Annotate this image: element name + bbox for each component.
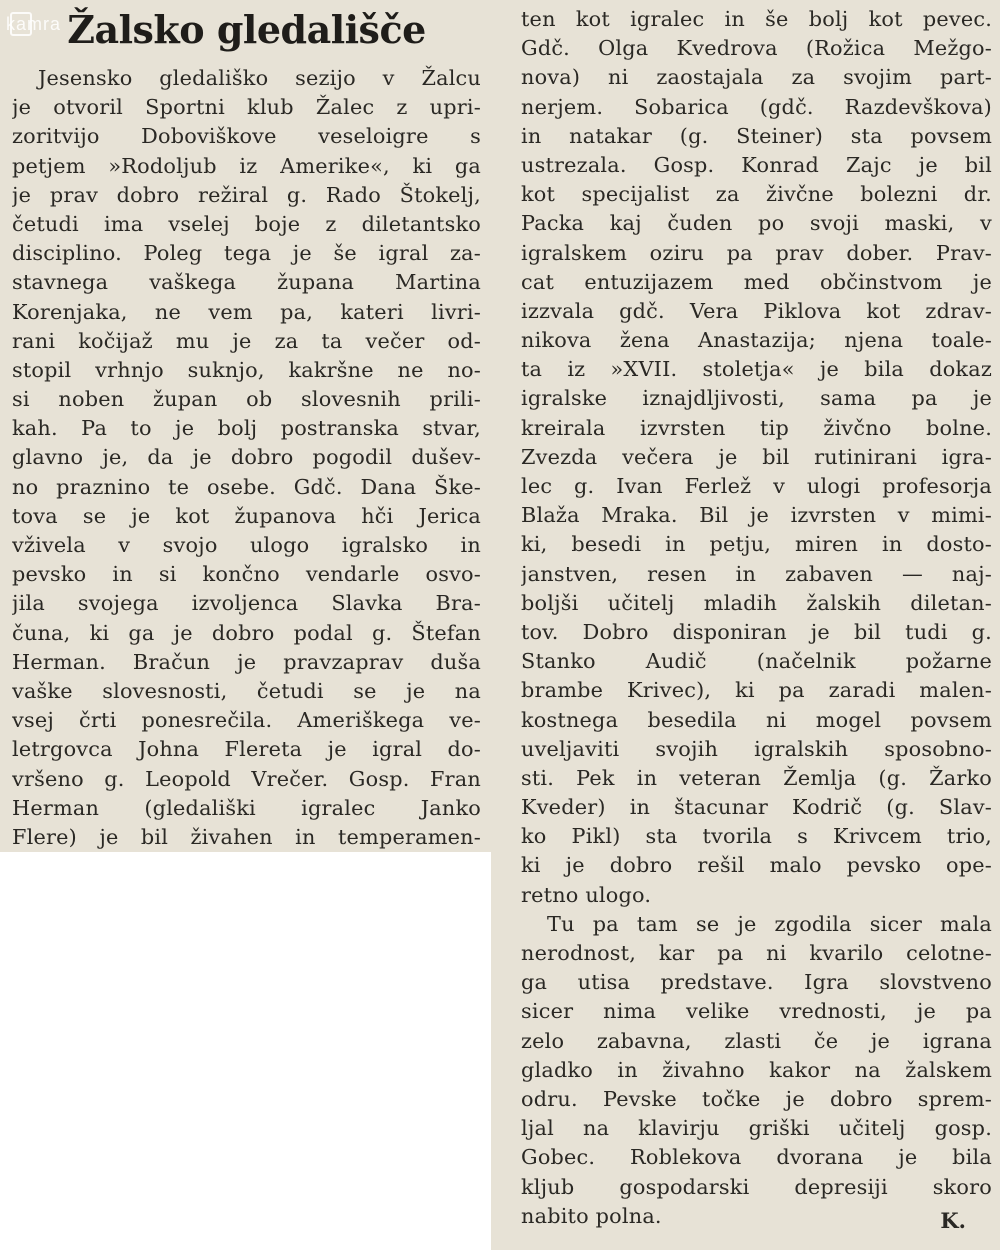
text-line: odru. Pevske točke je dobro sprem- — [521, 1086, 992, 1111]
text-line: četudi ima vselej boje z diletantsko — [12, 211, 481, 236]
text-line: disciplino. Poleg tega je še igral za- — [12, 241, 481, 266]
text-line: ta iz »XVII. stoletja« je bila dokaz — [521, 357, 992, 382]
text-line: vaške slovesnosti, četudi se je na — [12, 678, 481, 703]
text-line: Gobec. Roblekova dvorana je bila — [521, 1145, 992, 1170]
text-line: kah. Pa to je bolj postranska stvar, — [12, 416, 481, 441]
text-line: igralske iznajdljivosti, sama pa je — [521, 386, 992, 411]
text-line: Zvezda večera je bil rutinirani igra- — [521, 444, 992, 469]
text-line: zoritvijo Doboviškove veseloigre s — [12, 124, 481, 149]
text-line: Herman (gledališki igralec Janko — [12, 795, 481, 820]
right-column-text — [521, 5, 992, 1231]
text-line: cat entuzijazem med občinstvom je — [521, 269, 992, 294]
text-line: kot specijalist za živčne bolezni dr. — [521, 182, 992, 207]
text-line: vsej črti ponesrečila. Ameriškega ve- — [12, 708, 481, 733]
text-line: petjem »Rodoljub iz Amerike«, ki ga — [12, 153, 481, 178]
left-column — [0, 0, 491, 852]
text-line: lec g. Ivan Ferlež v ulogi profesorja — [521, 474, 992, 498]
text-line: Herman. Bračun je pravzaprav duša — [12, 649, 481, 674]
text-line: ustrezala. Gosp. Konrad Zajc je bil — [521, 152, 992, 177]
text-line: letrgovca Johna Flereta je igral do- — [12, 737, 481, 762]
text-line: nova) ni zaostajala za svojim part- — [521, 65, 992, 90]
text-line: brambe Krivec), ki pa zaradi malen- — [521, 678, 992, 703]
author-signature: K. — [940, 1208, 966, 1233]
text-line: vršeno g. Leopold Vrečer. Gosp. Fran — [12, 766, 481, 791]
text-line: tov. Dobro disponiran je bil tudi g. — [521, 619, 992, 644]
text-line: ljal na klavirju griški učitelj gosp. — [521, 1116, 992, 1141]
text-line: Packa kaj čuden po svoji maski, v — [521, 211, 992, 236]
text-line: nabito polna. — [521, 1203, 662, 1228]
text-line: čuna, ki ga je dobro podal g. Štefan — [12, 620, 481, 645]
text-line: Gdč. Olga Kvedrova (Rožica Mežgo- — [521, 36, 992, 61]
text-line: boljši učitelj mladih žalskih diletan- — [521, 590, 992, 615]
text-line: pevsko in si končno vendarle osvo- — [12, 562, 481, 587]
text-line: je otvoril Sportni klub Žalec z upri- — [12, 95, 481, 120]
text-line: kljub gospodarski depresiji skoro — [521, 1174, 992, 1199]
text-line: izzvala gdč. Vera Piklova kot zdrav- — [521, 298, 992, 323]
text-line: uveljaviti svojih igralskih sposobno- — [521, 736, 992, 761]
text-line: igralskem oziru pa prav dober. Prav- — [521, 240, 992, 265]
text-line: Tu pa tam se je zgodila sicer mala — [547, 911, 992, 936]
text-line: vživela v svojo ulogo igralsko in — [12, 533, 481, 557]
text-line: retno ulogo. — [521, 882, 652, 907]
text-line: rani kočijaž mu je za ta večer od- — [12, 328, 481, 353]
text-line: Flere) je bil živahen in temperamen- — [12, 824, 481, 849]
text-line: kreirala izvrsten tip živčno bolne. — [521, 415, 992, 440]
text-line: ga utisa predstave. Igra slovstveno — [521, 970, 992, 995]
text-line: janstven, resen in zabaven — naj- — [521, 561, 992, 586]
text-line: tova se je kot županova hči Jerica — [12, 503, 481, 528]
article-title: Žalsko gledališče — [67, 7, 426, 52]
text-line: nerodnost, kar pa ni kvarilo celotne- — [521, 941, 992, 965]
text-line: kostnega besedila ni mogel povsem — [521, 707, 992, 732]
text-line: no praznino te osebe. Gdč. Dana Ške- — [12, 474, 481, 499]
text-line: zelo zabavna, zlasti če je igrana — [521, 1028, 992, 1053]
text-line: ki, besedi in petju, miren in dosto- — [521, 532, 992, 557]
text-line: stopil vrhnjo suknjo, kakršne ne no- — [12, 357, 481, 382]
text-line: je prav dobro režiral g. Rado Štokelj, — [12, 182, 481, 207]
text-line: nerjem. Sobarica (gdč. Razdevškova) — [521, 94, 992, 119]
text-line: jila svojega izvoljenca Slavka Bra- — [12, 591, 481, 616]
text-line: nikova žena Anastazija; njena toale- — [521, 328, 992, 353]
text-line: Korenjaka, ne vem pa, kateri livri- — [12, 299, 481, 324]
text-line: stavnega vaškega župana Martina — [12, 270, 481, 295]
text-line: sti. Pek in veteran Žemlja (g. Žarko — [521, 765, 992, 790]
text-line: sicer nima velike vrednosti, je pa — [521, 999, 992, 1024]
text-line: ki je dobro rešil malo pevsko ope- — [521, 853, 992, 878]
watermark: kamra — [6, 14, 62, 34]
left-column-text — [12, 64, 481, 852]
right-column — [491, 0, 1000, 1250]
text-line: si noben župan ob slovesnih prili- — [12, 387, 481, 412]
text-line: Jesensko gledališko sezijo v Žalcu — [38, 66, 481, 90]
text-line: ten kot igralec in še bolj kot pevec. — [521, 7, 992, 31]
text-line: in natakar (g. Steiner) sta povsem — [521, 123, 992, 148]
text-line: glavno je, da je dobro pogodil dušev- — [12, 445, 481, 470]
text-line: gladko in živahno kakor na žalskem — [521, 1057, 992, 1082]
text-line: ko Pikl) sta tvorila s Krivcem trio, — [521, 824, 992, 849]
text-line: Blaža Mraka. Bil je izvrsten v mimi- — [521, 503, 992, 528]
text-line: Stanko Audič (načelnik požarne — [521, 649, 992, 674]
text-line: Kveder) in štacunar Kodrič (g. Slav- — [521, 795, 992, 820]
